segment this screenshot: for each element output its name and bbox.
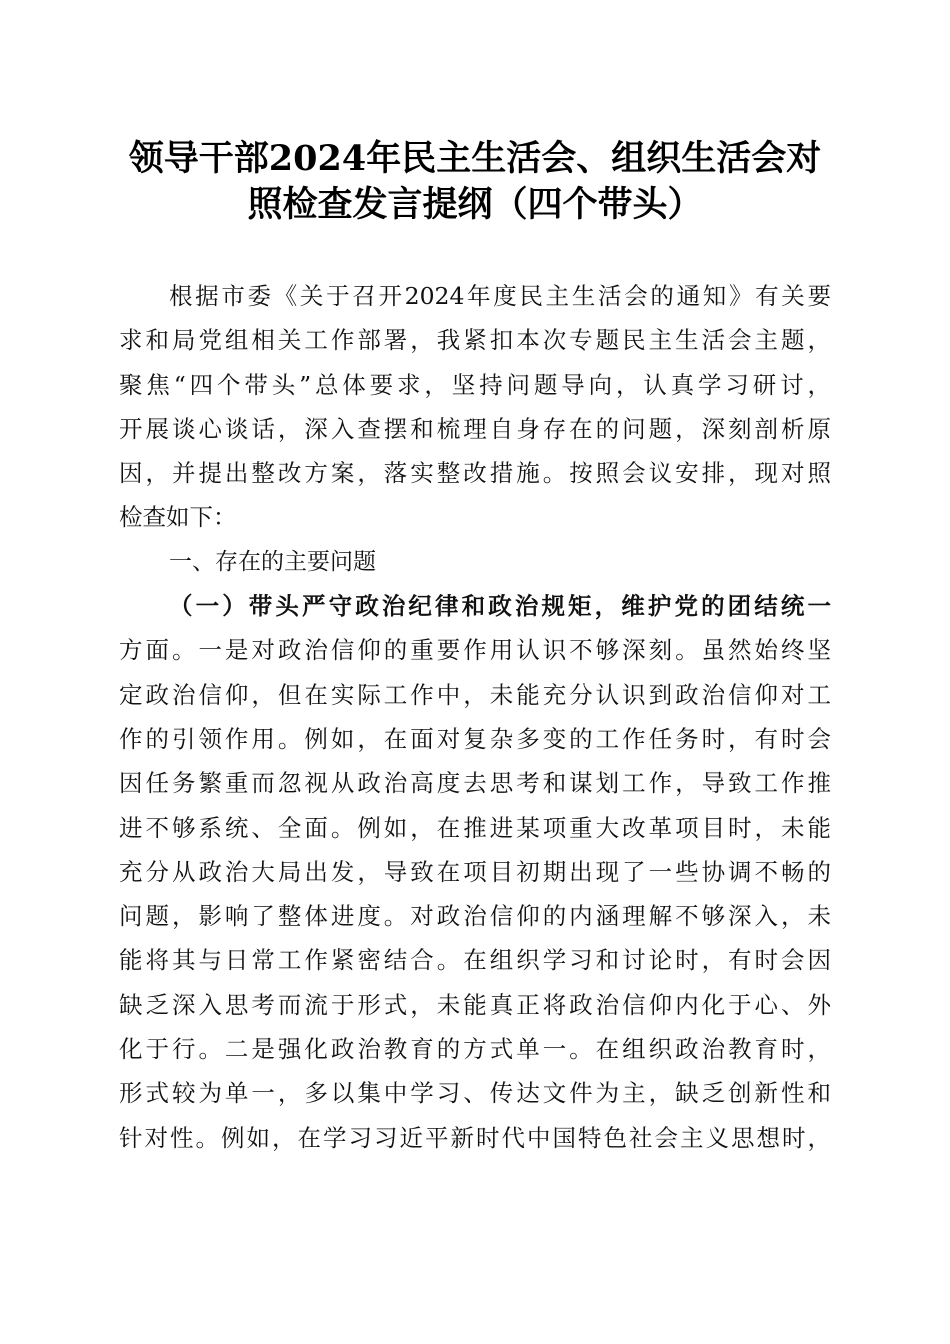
paragraph-line: 定政治信仰，但在实际工作中，未能充分认识到政治信仰对工 xyxy=(119,680,831,709)
paragraph-line: 作的引领作用。例如，在面对复杂多变的工作任务时，有时会 xyxy=(119,724,831,753)
intro-line: 开展谈心谈话，深入查摆和梳理自身存在的问题，深刻剖析原 xyxy=(119,414,831,443)
paragraph-line: 问题，影响了整体进度。对政治信仰的内涵理解不够深入，未 xyxy=(119,902,831,931)
paragraph-line: 方面。一是对政治信仰的重要作用认识不够深刻。虽然始终坚 xyxy=(119,636,831,665)
paragraph-line: 能将其与日常工作紧密结合。在组织学习和讨论时，有时会因 xyxy=(119,946,831,975)
paragraph-line: 进不够系统、全面。例如，在推进某项重大改革项目时，未能 xyxy=(119,813,831,842)
intro-line: 聚焦“四个带头”总体要求，坚持问题导向，认真学习研讨， xyxy=(119,370,831,399)
document-body xyxy=(119,274,831,1160)
paragraph-line: 充分从政治大局出发，导致在项目初期出现了一些协调不畅的 xyxy=(119,857,831,886)
page-title xyxy=(118,136,832,228)
subsection-heading-line: （一）带头严守政治纪律和政治规矩，维护党的团结统一 xyxy=(169,592,831,621)
title-line-2: 照检查发言提纲（四个带头） xyxy=(247,184,703,225)
paragraph-line: 针对性。例如，在学习习近平新时代中国特色社会主义思想时， xyxy=(119,1123,831,1152)
intro-line: 求和局党组相关工作部署，我紧扣本次专题民主生活会主题， xyxy=(119,326,831,355)
section-heading: 一、存在的主要问题 xyxy=(169,548,376,575)
paragraph-line: 因任务繁重而忽视从政治高度去思考和谋划工作，导致工作推 xyxy=(119,769,831,798)
paragraph-line: 化于行。二是强化政治教育的方式单一。在组织政治教育时， xyxy=(119,1035,831,1064)
intro-line: 检查如下： xyxy=(119,503,237,532)
paragraph-line: 缺乏深入思考而流于形式，未能真正将政治信仰内化于心、外 xyxy=(119,990,831,1019)
paragraph-line: 形式较为单一，多以集中学习、传达文件为主，缺乏创新性和 xyxy=(119,1079,831,1108)
intro-line: 根据市委《关于召开2024年度民主生活会的通知》有关要 xyxy=(169,282,831,310)
intro-line: 因，并提出整改方案，落实整改措施。按照会议安排，现对照 xyxy=(119,459,831,488)
title-line-1: 领导干部2024年民主生活会、组织生活会对 xyxy=(128,138,822,179)
